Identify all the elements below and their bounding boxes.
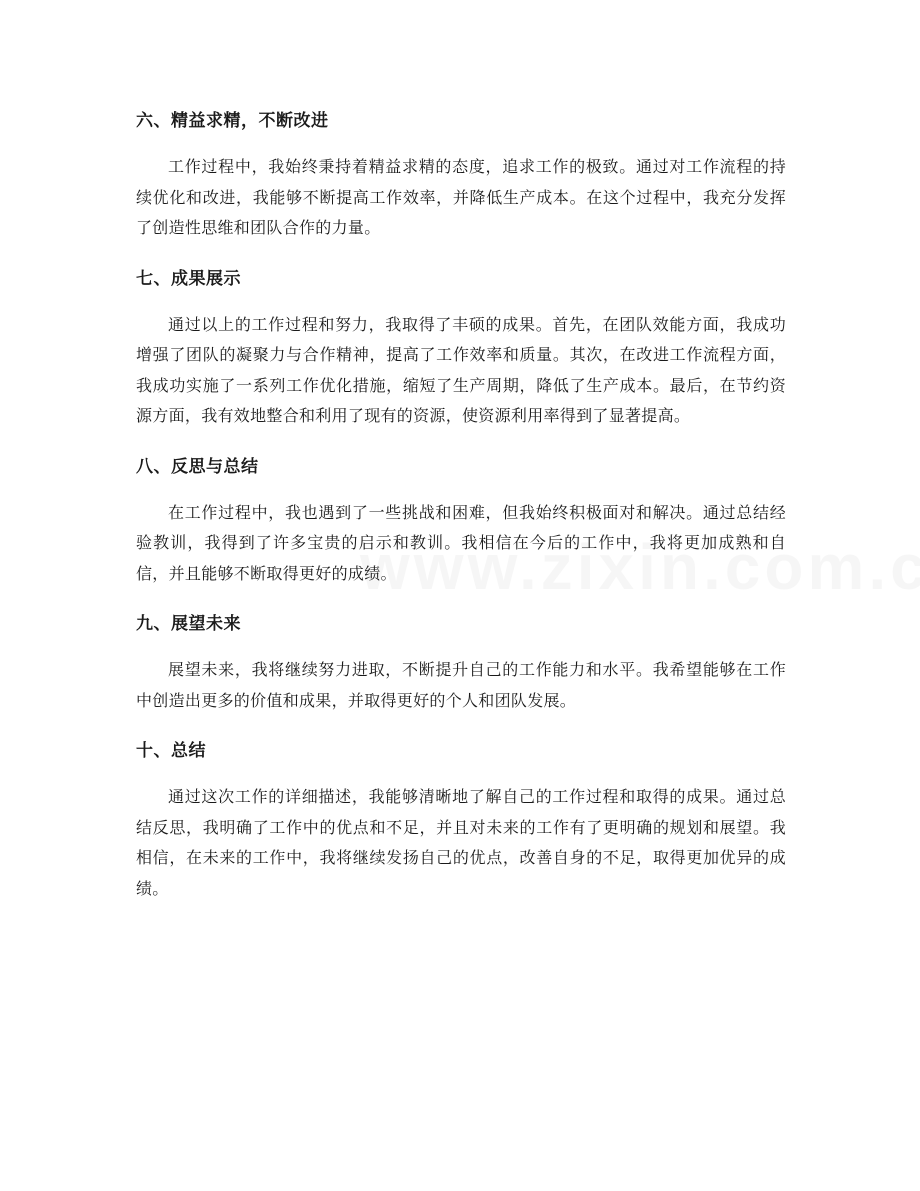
section-paragraph-9: 展望未来，我将继续努力进取，不断提升自己的工作能力和水平。我希望能够在工作中创造出更多的价值和成果，并取得更好的个人和团队发展。: [136, 660, 786, 710]
section-paragraph-7: 通过以上的工作过程和努力，我取得了丰硕的成果。首先，在团队效能方面，我成功增强了团队的凝聚力与合作精神，提高了工作效率和质量。其次，在改进工作流程方面，我成功实施了一系列工作优化措施，缩短了生产周期，降低了生产成本。最后，在节约资源方面，我有效地整合和利用了现有的资源，使资源利用率得到了显著提高。: [136, 314, 786, 425]
section-heading-9: 九、展望未来: [136, 614, 241, 634]
document-content: [136, 104, 786, 922]
section-paragraph-8: 在工作过程中，我也遇到了一些挑战和困难，但我始终积极面对和解决。通过总结经验教训，我得到了许多宝贵的启示和教训。我相信在今后的工作中，我将更加成熟和自信，并且能够不断取得更好的成绩。: [136, 502, 786, 583]
section-heading-6: 六、精益求精，不断改进: [136, 111, 329, 131]
section-heading-7: 七、成果展示: [136, 268, 241, 289]
section-paragraph-6: 工作过程中，我始终秉持着精益求精的态度，追求工作的极致。通过对工作流程的持续优化和改进，我能够不断提高工作效率，并降低生产成本。在这个过程中，我充分发挥了创造性思维和团队合作的力量。: [136, 157, 786, 237]
section-heading-10: 十、总结: [136, 741, 206, 761]
section-heading-8: 八、反思与总结: [136, 456, 259, 477]
section-paragraph-10: 通过这次工作的详细描述，我能够清晰地了解自己的工作过程和取得的成果。通过总结反思，我明确了工作中的优点和不足，并且对未来的工作有了更明确的规划和展望。我相信，在未来的工作中，我将继续发扬自己的优点，改善自身的不足，取得更加优异的成绩。: [136, 787, 786, 898]
